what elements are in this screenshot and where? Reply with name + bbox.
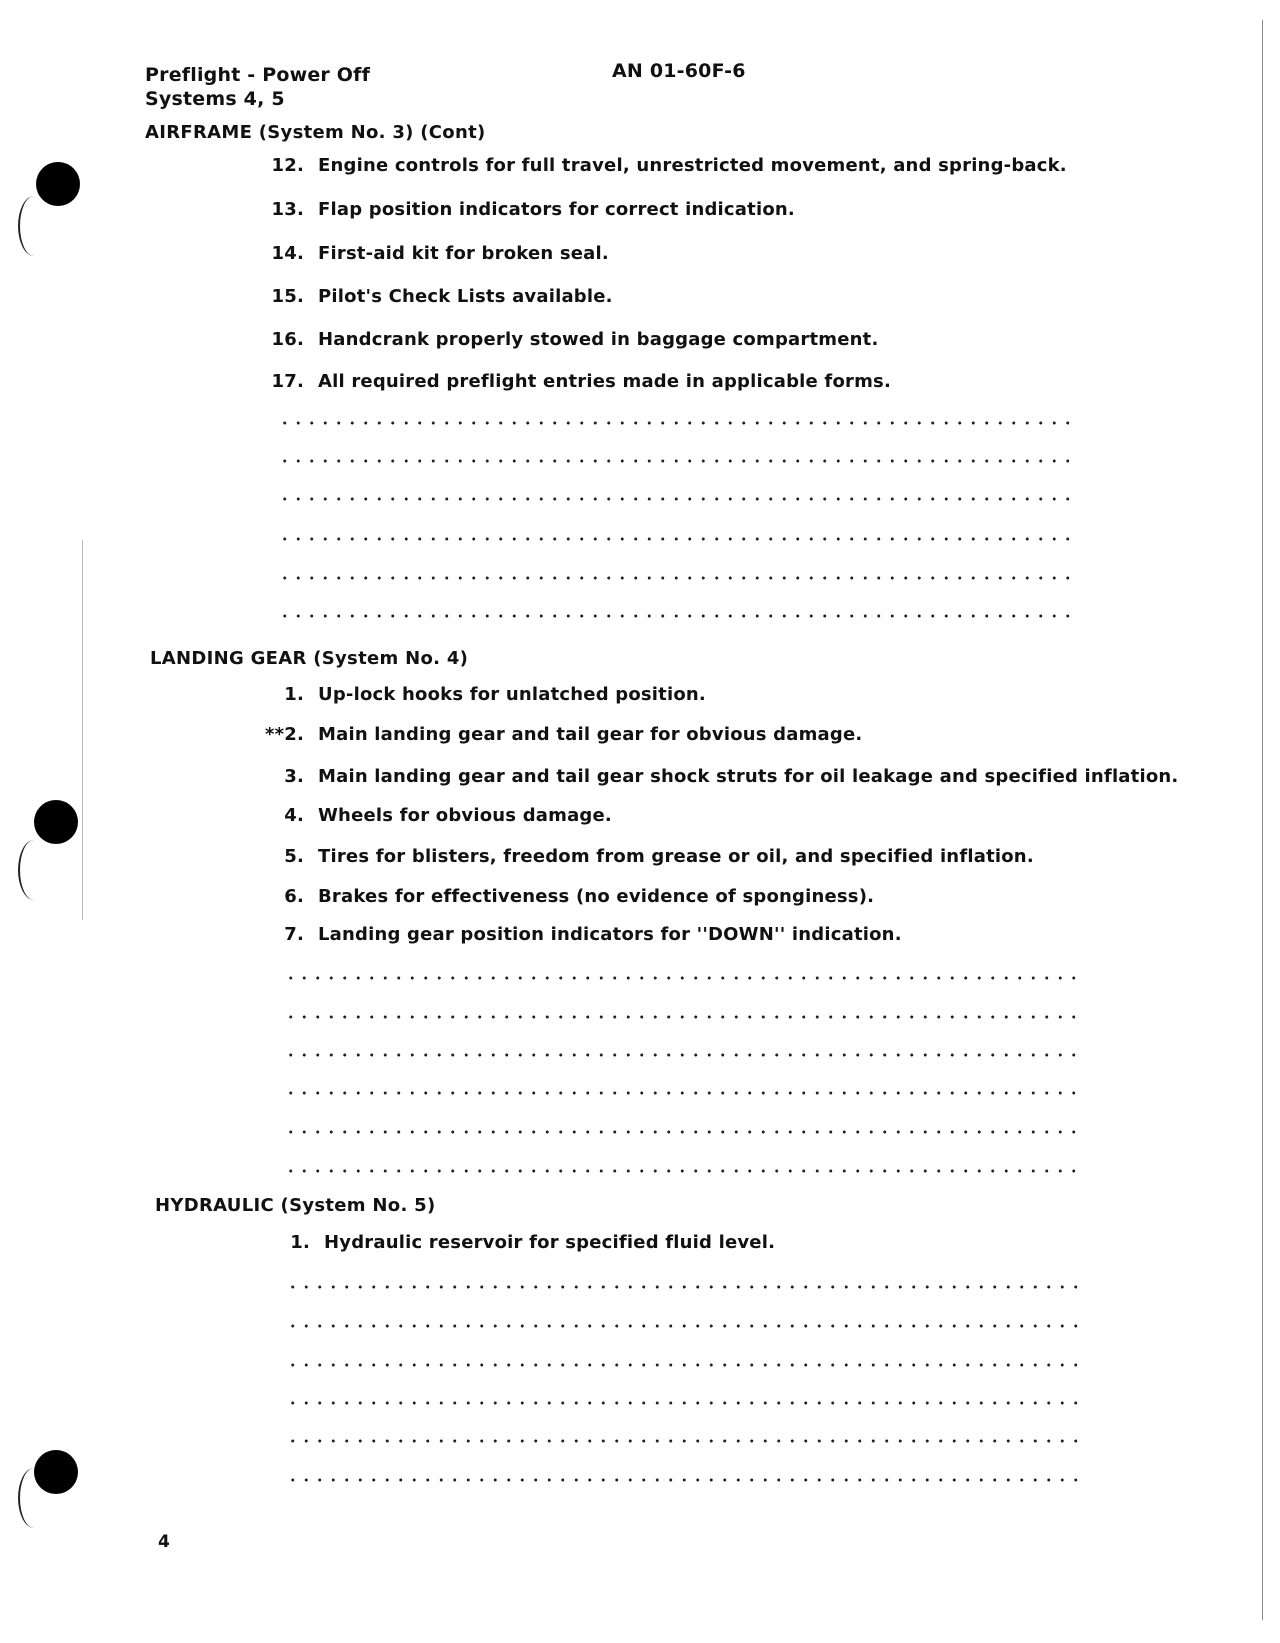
item-number: 13. bbox=[271, 199, 304, 220]
item-text: Landing gear position indicators for ''DOWN'' indication. bbox=[318, 924, 902, 945]
header-left-line2: Systems 4, 5 bbox=[145, 88, 285, 110]
checklist-item bbox=[256, 199, 795, 220]
blank-entry-line bbox=[278, 497, 1078, 501]
page-edge-line bbox=[82, 540, 83, 920]
blank-entry-line bbox=[286, 1401, 1086, 1405]
section-title-landing-gear: LANDING GEAR (System No. 4) bbox=[150, 648, 469, 669]
item-number: 14. bbox=[271, 243, 304, 264]
item-text: Main landing gear and tail gear shock struts for oil leakage and specified inflation. bbox=[318, 766, 1179, 787]
blank-entry-line bbox=[284, 1169, 1084, 1173]
item-text: Wheels for obvious damage. bbox=[318, 805, 612, 826]
blank-entry-line bbox=[286, 1285, 1086, 1289]
item-text: Hydraulic reservoir for specified fluid level. bbox=[324, 1232, 776, 1253]
item-number: 7. bbox=[284, 924, 304, 945]
item-number: 4. bbox=[284, 805, 304, 826]
blank-entry-line bbox=[286, 1478, 1086, 1482]
checklist-item bbox=[256, 846, 1034, 867]
checklist-item bbox=[256, 886, 874, 907]
checklist-item bbox=[256, 286, 613, 307]
item-number: 15. bbox=[271, 286, 304, 307]
section-title-airframe: AIRFRAME (System No. 3) (Cont) bbox=[145, 122, 486, 143]
blank-entry-line bbox=[278, 537, 1078, 541]
item-text: Up-lock hooks for unlatched position. bbox=[318, 684, 706, 705]
blank-entry-line bbox=[284, 1130, 1084, 1134]
blank-entry-line bbox=[278, 576, 1078, 580]
item-number: 5. bbox=[284, 846, 304, 867]
blank-entry-line bbox=[284, 976, 1084, 980]
blank-entry-line bbox=[286, 1324, 1086, 1328]
item-text: Pilot's Check Lists available. bbox=[318, 286, 613, 307]
item-number: **2. bbox=[265, 724, 304, 745]
checklist-item bbox=[256, 684, 706, 705]
checklist-item bbox=[256, 243, 609, 264]
item-number: 3. bbox=[284, 766, 304, 787]
hole-edge-mark bbox=[18, 840, 50, 900]
item-text: Main landing gear and tail gear for obvious damage. bbox=[318, 724, 863, 745]
checklist-item bbox=[256, 329, 878, 350]
blank-entry-line bbox=[284, 1091, 1084, 1095]
hole-edge-mark bbox=[18, 1468, 50, 1528]
blank-entry-line bbox=[286, 1439, 1086, 1443]
item-text: Tires for blisters, freedom from grease or oil, and specified inflation. bbox=[318, 846, 1034, 867]
document-number: AN 01-60F-6 bbox=[612, 60, 746, 82]
item-text: Flap position indicators for correct indication. bbox=[318, 199, 795, 220]
item-text: All required preflight entries made in applicable forms. bbox=[318, 371, 891, 392]
blank-entry-line bbox=[286, 1363, 1086, 1367]
checklist-item bbox=[256, 924, 902, 945]
hole-edge-mark bbox=[18, 196, 50, 256]
item-number: 6. bbox=[284, 886, 304, 907]
item-number: 17. bbox=[271, 371, 304, 392]
item-number: 16. bbox=[271, 329, 304, 350]
checklist-item bbox=[256, 371, 891, 392]
item-number: 1. bbox=[290, 1232, 310, 1253]
item-text: First-aid kit for broken seal. bbox=[318, 243, 609, 264]
section-title-hydraulic: HYDRAULIC (System No. 5) bbox=[155, 1195, 436, 1216]
blank-entry-line bbox=[278, 459, 1078, 463]
checklist-item bbox=[256, 766, 1178, 787]
blank-entry-line bbox=[284, 1053, 1084, 1057]
blank-entry-line bbox=[278, 421, 1078, 425]
item-number: 1. bbox=[284, 684, 304, 705]
blank-entry-line bbox=[278, 614, 1078, 618]
page-edge-line bbox=[1262, 20, 1263, 1620]
item-text: Engine controls for full travel, unrestricted movement, and spring-back. bbox=[318, 155, 1067, 176]
header-left-line1: Preflight - Power Off bbox=[145, 64, 371, 86]
checklist-item bbox=[256, 155, 1067, 176]
item-text: Handcrank properly stowed in baggage compartment. bbox=[318, 329, 879, 350]
checklist-item bbox=[256, 805, 612, 826]
item-number: 12. bbox=[271, 155, 304, 176]
binder-hole-middle bbox=[34, 800, 78, 844]
checklist-item bbox=[262, 1232, 775, 1253]
page-number: 4 bbox=[158, 1532, 170, 1552]
item-text: Brakes for effectiveness (no evidence of sponginess). bbox=[318, 886, 875, 907]
checklist-item bbox=[256, 724, 862, 745]
blank-entry-line bbox=[284, 1015, 1084, 1019]
